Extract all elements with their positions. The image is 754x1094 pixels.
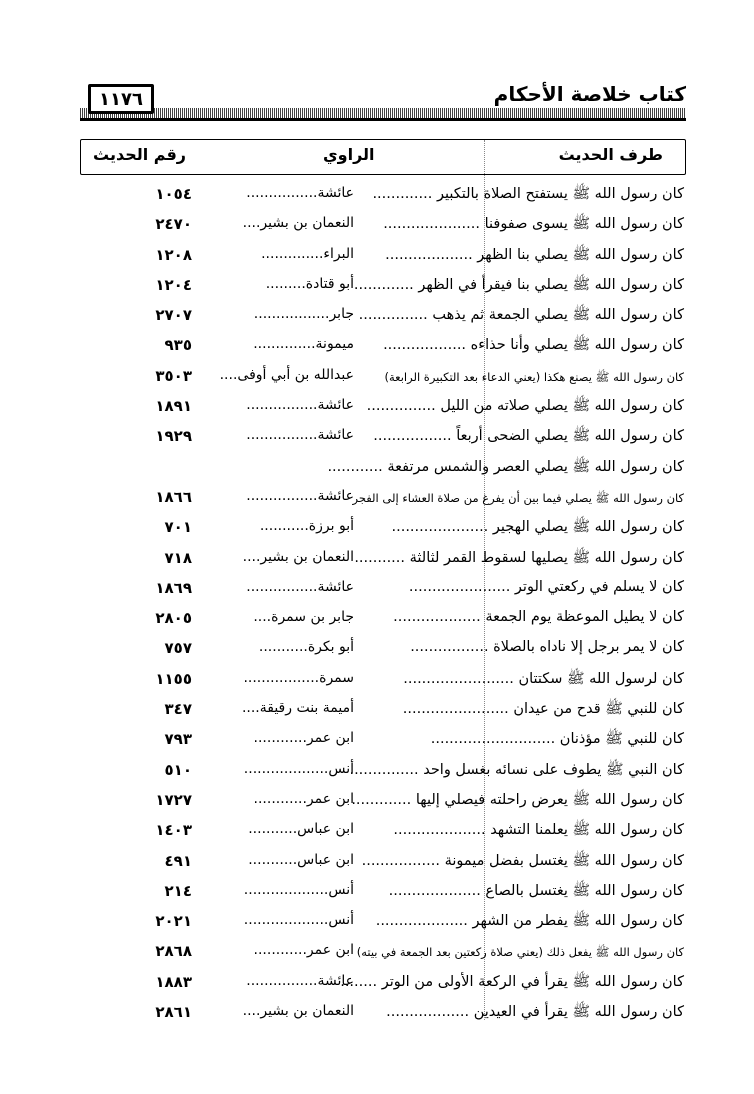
hadith-number: ٧٥٧ [164, 639, 192, 658]
table-row [80, 818, 684, 848]
table-row [80, 636, 684, 666]
hadith-text: كان رسول الله ﷺ يصليها لسقوط القمر لثالثة ........... [354, 549, 684, 566]
hadith-text: كان رسول الله ﷺ يستفتح الصلاة بالتكبير ............. [372, 186, 684, 202]
hadith-number: ١٨٩١ [155, 397, 192, 416]
hadith-text: كان النبي ﷺ يطوف على نسائه بغسل واحد ............... [349, 761, 684, 778]
table-row [80, 455, 684, 485]
table-row [80, 576, 684, 606]
table-row [80, 849, 684, 879]
hadith-text: كان رسول الله ﷺ يصلي وأنا حذاءه .................. [383, 337, 684, 354]
hadith-text: كان رسول الله ﷺ يفطر من الشهر .................... [375, 913, 684, 930]
narrator-name: النعمان بن بشير.... [242, 548, 354, 565]
hadith-number: ٢٠٢١ [155, 912, 192, 931]
table-row [80, 333, 684, 363]
narrator-name: ابن عمر............ [253, 790, 354, 807]
table-row [80, 939, 684, 969]
table-row [80, 727, 684, 757]
table-header [80, 139, 686, 175]
hadith-number: ٢٨٠٥ [155, 609, 192, 628]
hadith-text: كان لا يمر برجل إلا ناداه بالصلاة ................. [410, 639, 684, 656]
narrator-name: عائشة................ [246, 397, 354, 414]
narrator-name: أنس................... [243, 760, 354, 777]
narrator-name: جابر................. [253, 306, 354, 323]
table-row [80, 788, 684, 818]
hadith-text: كان رسول الله ﷺ يقرأ في العيدين .................. [386, 1004, 684, 1021]
hadith-number: ١٢٠٤ [155, 275, 192, 294]
narrator-name: أبو برزة........... [259, 518, 354, 535]
table-row [80, 394, 684, 424]
hadith-text: كان رسول الله ﷺ يفعل ذلك (يعني صلاة ركعتين بعد الجمعة في بيته) [356, 945, 684, 960]
narrator-name: أميمة بنت رقيقة.... [241, 700, 354, 717]
narrator-name: عائشة................ [246, 427, 354, 444]
hadith-number: ٢٨٦١ [155, 1003, 192, 1022]
header-rule-hatch [80, 108, 686, 118]
hadith-number: ٢٧٠٧ [155, 306, 192, 325]
narrator-name: سمرة................. [243, 669, 354, 686]
table-row [80, 909, 684, 939]
hadith-number: ٩٣٥ [164, 336, 192, 355]
header-rule [80, 118, 686, 121]
table-row [80, 182, 684, 212]
hadith-number: ١٨٦٩ [155, 578, 192, 597]
table-row [80, 364, 684, 394]
narrator-name: البراء.............. [261, 245, 354, 262]
hadith-text: كان للنبي ﷺ مؤذنان ........................... [430, 731, 684, 748]
page-number: ١١٧٦ [88, 84, 154, 114]
hadith-number: ١٧٢٧ [155, 790, 192, 809]
narrator-name: جابر بن سمرة.... [253, 609, 354, 626]
hadith-number: ٧٩٣ [164, 730, 192, 749]
index-table [80, 182, 684, 1030]
narrator-name: النعمان بن بشير.... [242, 1003, 354, 1020]
hadith-number: ٤٩١ [164, 851, 192, 870]
hadith-number: ٢٤٧٠ [155, 215, 192, 234]
hadith-text: كان رسول الله ﷺ يصلي الجمعة ثم يذهب ............... [358, 307, 684, 324]
table-row [80, 1000, 684, 1030]
table-row [80, 243, 684, 273]
hadith-text: كان رسول الله ﷺ يسوى صفوفنا ..................... [383, 216, 684, 233]
column-header-hadith: طرف الحديث [558, 145, 663, 164]
narrator-name: أنس................... [243, 881, 354, 898]
narrator-name: ميمونة.............. [253, 336, 354, 353]
hadith-number: ٧٠١ [164, 518, 192, 537]
hadith-text: كان رسول الله ﷺ يصلي بنا الظهر ................... [385, 246, 684, 263]
narrator-name: أنس................... [243, 912, 354, 929]
narrator-name: عبدالله بن أبي أوفى.... [219, 366, 354, 383]
hadith-text: كان رسول الله ﷺ يعرض راحلته فيصلي إليها ............. [351, 791, 684, 808]
hadith-text: كان رسول الله ﷺ يصلي الهجير ..................... [391, 519, 684, 536]
hadith-text: كان للنبي ﷺ قدح من عيدان ....................... [402, 701, 684, 718]
hadith-text: كان رسول الله ﷺ يصنع هكذا (يعني الدعاء بعد التكبيرة الرابعة) [384, 369, 684, 384]
narrator-name: أبو بكرة........... [258, 639, 354, 656]
hadith-number: ٢١٤ [164, 881, 192, 900]
hadith-text: كان لا يطيل الموعظة يوم الجمعة ................... [393, 609, 684, 626]
hadith-text: كان رسول الله ﷺ يقرأ في الركعة الأولى من الوتر ........ [340, 973, 684, 990]
table-row [80, 546, 684, 576]
hadith-number: ١٢٠٨ [155, 245, 192, 264]
hadith-text: كان رسول الله ﷺ يصلي العصر والشمس مرتفعة ............ [327, 458, 684, 475]
hadith-number: ١٨٦٦ [155, 487, 192, 506]
hadith-text: كان رسول الله ﷺ يصلي الضحى أربعاً ................. [373, 428, 684, 445]
table-row [80, 606, 684, 636]
hadith-text: كان رسول الله ﷺ يصلي فيما بين أن يفرغ من صلاة العشاء إلى الفجر [352, 490, 684, 505]
narrator-name: عائشة................ [246, 487, 354, 504]
narrator-name: عائشة................ [246, 185, 354, 201]
narrator-name: ابن عباس........... [248, 851, 354, 868]
table-row [80, 758, 684, 788]
hadith-text: كان رسول الله ﷺ يعلمنا التشهد .................... [393, 822, 684, 839]
hadith-text: كان رسول الله ﷺ يغتسل بفضل ميمونة ................. [361, 852, 684, 869]
hadith-text: كان رسول الله ﷺ يغتسل بالصاع .................... [388, 882, 684, 899]
hadith-text: كان لا يسلم في ركعتي الوتر ...................... [408, 578, 684, 595]
table-row [80, 970, 684, 1000]
column-header-rawi: الراوي [323, 145, 375, 164]
hadith-number: ١٤٠٣ [155, 821, 192, 840]
table-row [80, 273, 684, 303]
hadith-number: ٥١٠ [164, 760, 192, 779]
hadith-text: كان لرسول الله ﷺ سكتتان ........................ [403, 670, 684, 687]
narrator-name: عائشة................ [246, 578, 354, 595]
table-row [80, 667, 684, 697]
table-row [80, 424, 684, 454]
table-row [80, 515, 684, 545]
hadith-number: ٢٨٦٨ [155, 942, 192, 961]
hadith-number: ١٩٢٩ [155, 427, 192, 446]
hadith-number: ٣٥٠٣ [155, 366, 192, 385]
hadith-number: ١٠٥٤ [155, 185, 192, 203]
narrator-name: النعمان بن بشير.... [242, 215, 354, 232]
table-row [80, 485, 684, 515]
hadith-number: ٣٤٧ [164, 700, 192, 719]
hadith-number: ١٨٨٣ [155, 972, 192, 991]
hadith-number: ٧١٨ [164, 548, 192, 567]
hadith-text: كان رسول الله ﷺ يصلي صلاته من الليل ............... [366, 398, 684, 415]
narrator-name: عائشة................ [246, 972, 354, 989]
hadith-number: ١١٥٥ [155, 669, 192, 688]
table-row [80, 212, 684, 242]
narrator-name: ابن عباس........... [248, 821, 354, 838]
hadith-text: كان رسول الله ﷺ يصلي بنا فيقرأ في الظهر ............. [353, 276, 684, 293]
table-row [80, 303, 684, 333]
column-header-number: رقم الحديث [93, 145, 187, 164]
table-row [80, 879, 684, 909]
narrator-name: أبو قتادة......... [265, 275, 354, 292]
page-header [80, 82, 686, 122]
narrator-name: ابن عمر............ [253, 942, 354, 959]
book-title: كتاب خلاصة الأحكام [493, 82, 686, 106]
narrator-name: ابن عمر............ [253, 730, 354, 747]
table-row [80, 697, 684, 727]
